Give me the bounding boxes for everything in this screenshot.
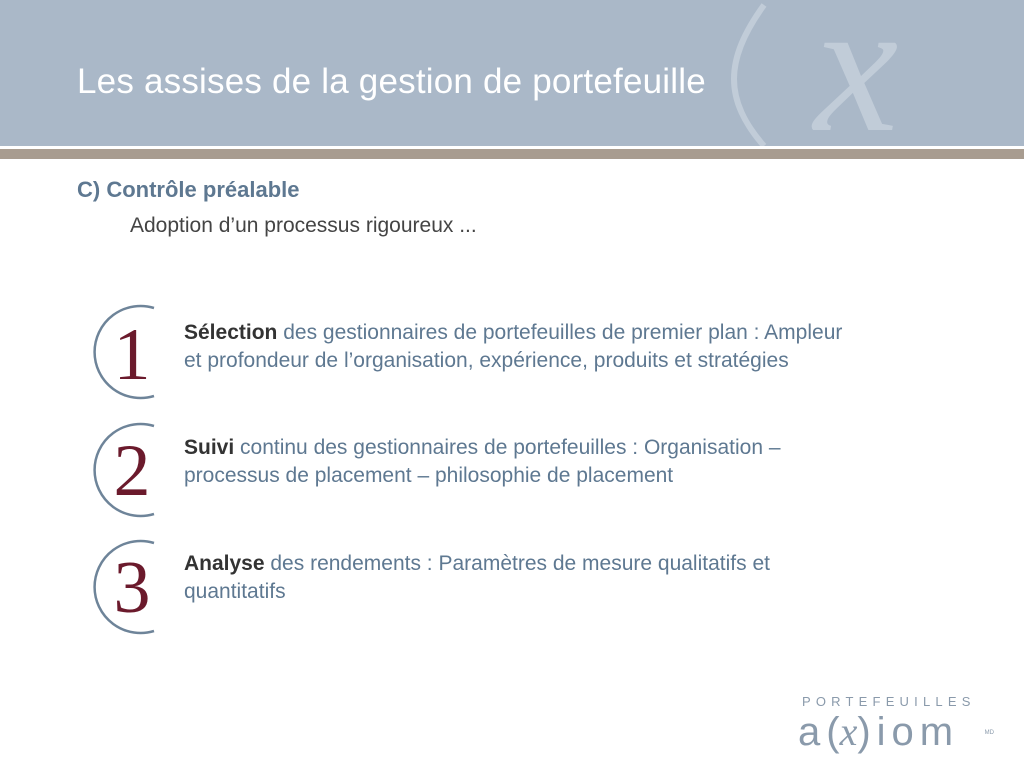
logo-letters-iom: iom [876, 710, 960, 754]
svg-text:x: x [814, 0, 899, 146]
step-description [184, 319, 844, 374]
step-number: 1 [113, 314, 151, 396]
section-subtitle: Adoption d’un processus rigoureux ... [130, 214, 477, 237]
header-banner [0, 0, 1024, 146]
step-number: 3 [113, 547, 151, 629]
step-keyword: Analyse [184, 552, 265, 575]
logo-trademark: MD [984, 730, 994, 736]
step-description [184, 550, 844, 605]
axiom-x-watermark-icon [724, 0, 1024, 146]
logo-tagline: PORTEFEUILLES [802, 694, 976, 709]
page-title: Les assises de la gestion de portefeuille [77, 62, 706, 101]
axiom-logo [798, 694, 994, 756]
section-heading: C) Contrôle préalable [77, 177, 300, 202]
step-detail: des gestionnaires de portefeuilles de premier plan : Ampleur et profondeur de l’organisation, expérience, produits et stratégies [184, 321, 843, 372]
logo-paren-close: ) [857, 710, 877, 754]
step-keyword: Suivi [184, 436, 235, 459]
logo-letter-x: x [839, 709, 858, 754]
step-detail: continu des gestionnaires de portefeuilles : Organisation – processus de placement – philosophie de placement [184, 436, 781, 487]
step-detail: des rendements : Paramètres de mesure qualitatifs et quantitatifs [184, 552, 770, 603]
header-divider-bar [0, 149, 1024, 159]
logo-paren-open: ( [826, 710, 840, 754]
step-description [184, 434, 844, 489]
logo-letter-a: a [798, 710, 827, 754]
logo-wordmark [798, 708, 959, 755]
step-number: 2 [113, 430, 151, 512]
step-keyword: Sélection [184, 321, 278, 344]
